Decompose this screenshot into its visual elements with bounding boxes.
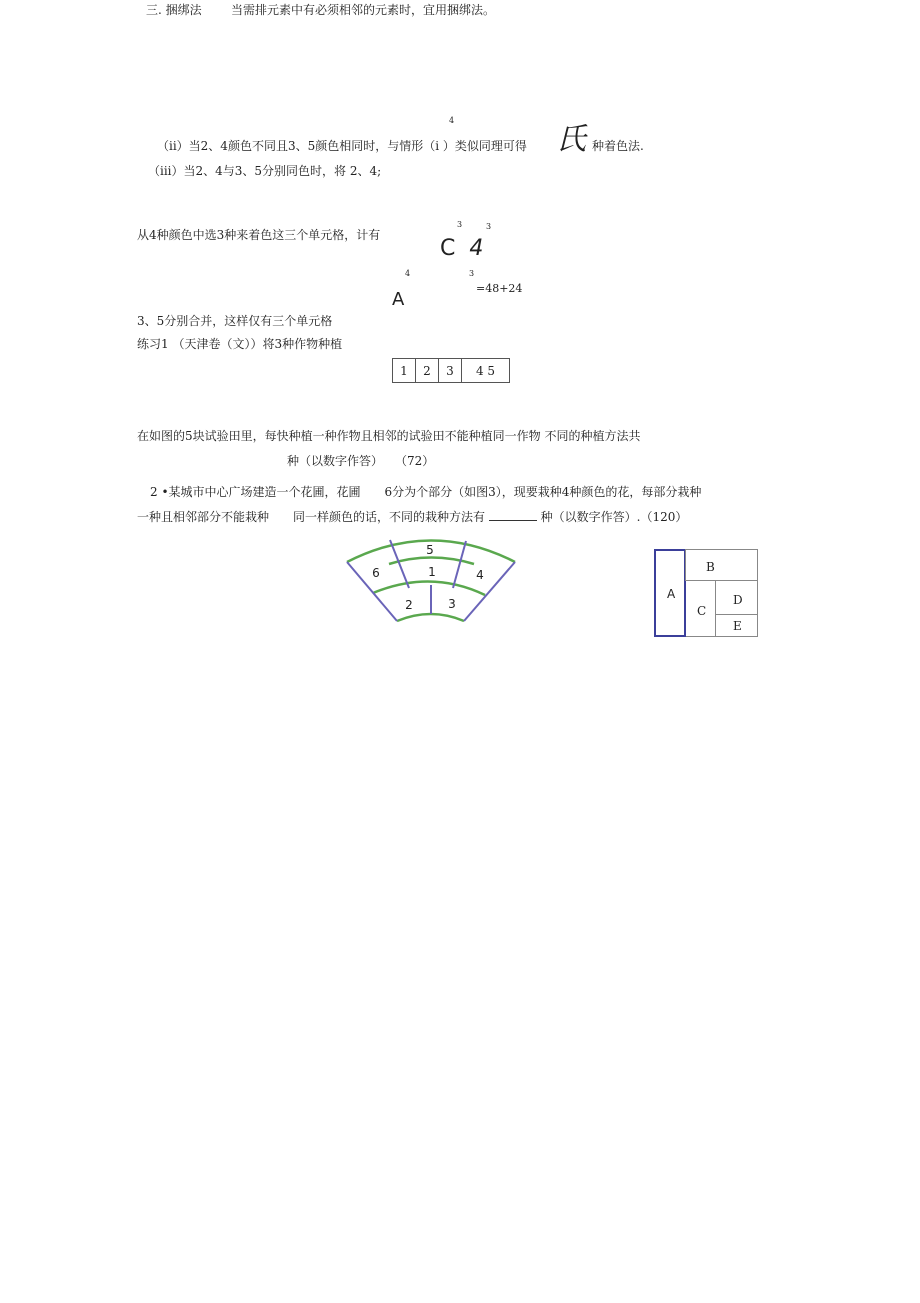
exercise1-answer: 种（以数字作答） （72） bbox=[287, 454, 435, 468]
choose-line-text: 从4种颜色中选3种来着色这三个单元格，计有 bbox=[137, 228, 381, 242]
formula-sup-c: 4 bbox=[405, 269, 411, 278]
exercise1-question: 在如图的5块试验田里，每快种植一种作物且相邻的试验田不能种植同一作物 不同的种植方法共 bbox=[137, 429, 641, 443]
fan-label-6: 6 bbox=[372, 566, 380, 580]
grid-label-c: C bbox=[697, 604, 707, 618]
exercise2-line2 bbox=[137, 510, 687, 524]
exercise2-line2-start: 一种且相邻部分不能栽种 同一样颜色的话，不同的栽种方法有 bbox=[137, 510, 486, 524]
fan-right-edge bbox=[464, 562, 515, 621]
formula-result: =48+24 bbox=[476, 282, 523, 295]
grid-label-a: A bbox=[667, 587, 676, 601]
fan-label-1: 1 bbox=[428, 565, 436, 579]
formula-sup-b: 3 bbox=[486, 222, 492, 231]
grid-label-d: D bbox=[733, 593, 743, 607]
fan-divider-right bbox=[453, 541, 466, 588]
exercise2-line1: 2 •某城市中心广场建造一个花圃，花圃 6分为个部分（如图3），现要栽种4种颜色的花，每部分栽种 bbox=[150, 485, 702, 499]
section-rule: 当需排元素中有必须相邻的元素时，宜用捆绑法。 bbox=[231, 3, 496, 17]
fan-arc-2 bbox=[373, 581, 485, 595]
grid-label-e: E bbox=[733, 619, 742, 633]
merge-line: 3、5分别合并，这样仅有三个单元格 bbox=[137, 314, 333, 328]
case-iii-text: （iii）当2、4与3、5分别同色时，将 2、4; bbox=[148, 164, 382, 178]
fan-label-3: 3 bbox=[448, 597, 456, 611]
formula-glyph-c: C bbox=[440, 236, 456, 261]
exercise2-line2-end: 种（以数字作答）.（120） bbox=[540, 510, 688, 524]
fan-label-4: 4 bbox=[476, 568, 484, 582]
formula-clipped-c4 bbox=[440, 236, 500, 261]
grid-region-b bbox=[685, 549, 758, 581]
fan-label-5: 5 bbox=[426, 543, 434, 557]
case-ii-text: （ii）当2、4颜色不同且3、5颜色相同时，与情形（i ）类似同理可得 bbox=[157, 139, 527, 153]
grid-label-b: B bbox=[706, 560, 715, 574]
exercise1-text: 练习1 （天津卷（文））将3种作物种植 bbox=[137, 337, 343, 351]
case-ii-symbol: 氏 bbox=[556, 122, 586, 157]
answer-blank bbox=[489, 510, 537, 521]
case-ii-superscript: 4 bbox=[449, 116, 455, 125]
fan-label-2: 2 bbox=[405, 598, 413, 612]
plot-cell-45: 4 5 bbox=[462, 359, 510, 383]
formula-glyph-a: A bbox=[392, 289, 405, 310]
case-ii-text-after: 种着色法. bbox=[592, 139, 644, 153]
formula-sup-a: 3 bbox=[457, 220, 463, 229]
formula-clipped-a bbox=[392, 289, 405, 310]
plot-cell-1: 1 bbox=[393, 359, 416, 383]
section-heading: 三. 捆绑法 bbox=[146, 3, 202, 17]
fan-inner-arc bbox=[397, 614, 464, 621]
plot-cell-2: 2 bbox=[416, 359, 439, 383]
formula-glyph-4: 4 bbox=[469, 236, 484, 261]
plots-table bbox=[392, 358, 510, 383]
flowerbed-diagram bbox=[340, 533, 522, 625]
formula-sup-d: 3 bbox=[469, 269, 475, 278]
plot-cell-3: 3 bbox=[439, 359, 462, 383]
